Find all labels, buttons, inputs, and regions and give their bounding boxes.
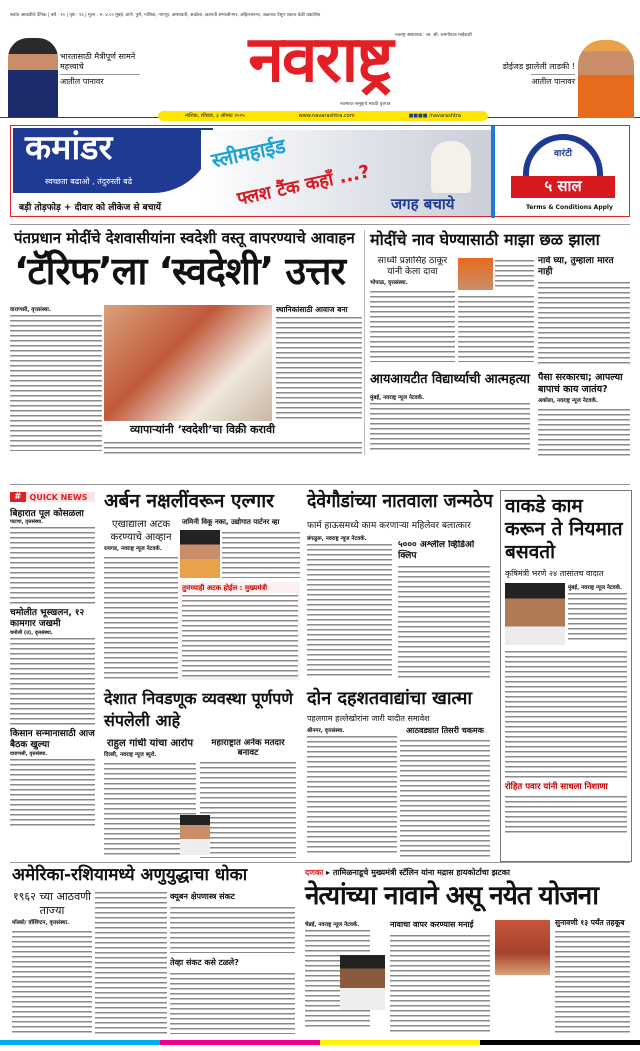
pragya-photo	[458, 258, 493, 290]
lead-kicker: पंतप्रधान मोदींचे देशवासीयांना स्वदेशी वस्तू वापरण्याचे आवाहन	[14, 229, 355, 247]
terror-side	[400, 726, 490, 858]
pragya-left	[370, 256, 455, 362]
warranty-badge: वारंटी	[523, 134, 603, 196]
social-icons: ■■■■	[408, 113, 430, 119]
quick-news-title[interactable]: बिहारात पूल कोसळला	[10, 509, 84, 519]
stalin-strap: दणका ▸ तामिळनाडूचे मुख्यमंत्री स्टॅलिन यांना मद्रास हायकोर्टाचा झटका	[305, 868, 510, 877]
terror-body	[307, 726, 397, 858]
urban-headline[interactable]: अर्बन नक्षलींवरून एल्गार	[104, 490, 274, 512]
date-bar	[158, 111, 488, 121]
raj-thackeray-photo	[180, 530, 220, 578]
iit-body: मुंबई, नवराष्ट्र न्यूज नेटवर्क.	[370, 393, 530, 455]
election-side	[200, 738, 296, 858]
pragya-side-head: नावे घ्या, तुम्हाला मारत नाही	[538, 256, 614, 277]
pragya-headline[interactable]: मोदींचे नाव घेण्यासाठी माझा छळ झाला	[370, 230, 600, 249]
deve-headline[interactable]: देवेगौडांच्या नातवाला जन्मठेप	[307, 490, 493, 512]
woman-photo	[578, 40, 634, 118]
quick-news-column	[10, 492, 95, 860]
bharne-photo	[505, 583, 565, 645]
terror-side-head: आठवड्यात तिसरी चकमक	[406, 726, 484, 735]
wakde-sub: कृषिमंत्री भरणे २४ तासांतच वादात	[505, 569, 604, 578]
us-russia-headline[interactable]: अमेरिका-रशियामध्ये अणुयुद्धाचा धोका	[12, 865, 248, 885]
terror-sub: पहलगाम हल्लेखोरांना जारी यादीत समावेश	[307, 714, 430, 723]
paisa-dateline: अकोला, नवराष्ट्र न्यूज नेटवर्क.	[538, 398, 598, 404]
ad-brand-tagline: स्वच्छता बढाओ , तंदुरुस्ती बढे	[45, 177, 133, 186]
pragya-dateline: भोपाळ, वृत्तसंस्था.	[370, 280, 408, 286]
urban-side-head: जमिनी विकू नका, उद्योगात पार्टनर व्हा	[182, 518, 280, 526]
election-sub: राहुल गांधी यांचा आरोप	[106, 738, 194, 749]
urban-sub: एखाद्याला अटक करण्याचे आव्हान	[110, 519, 172, 543]
hash-icon: #	[10, 492, 26, 502]
left-teaser-link[interactable]: आतील पानावर	[60, 74, 140, 87]
social-handle[interactable]: ■■■■ /navarashtra	[408, 113, 461, 119]
commander-ad[interactable]	[10, 125, 630, 217]
right-teaser-link[interactable]: आतील पानावर	[531, 74, 575, 87]
founder-line: नवराष्ट्र संस्थापक : स्व. श्री. रामगोपाल माहेश्वरी	[395, 33, 472, 38]
lead-side: स्थानिकांसाठी आवाज बना	[276, 305, 362, 423]
deve-sub: फार्म हाऊसमध्ये काम करणाऱ्या महिलेवर बलात्कार	[307, 521, 471, 531]
footballer-photo	[8, 38, 58, 118]
lead-body: वाराणसी, वृत्तसंस्था.	[10, 305, 102, 453]
terror-dateline: श्रीनगर, वृत्तसंस्था.	[307, 728, 345, 734]
pragya-sub: साध्वी प्रज्ञासिंह ठाकूर यांनी केला दावा	[377, 256, 448, 277]
ad-cta: जगह बचाये	[391, 195, 455, 213]
right-teaser-title[interactable]: डोईजड झालेली लाडकी !	[502, 62, 575, 71]
ad-line2: फ्लश टैंक कहाँ ...?	[235, 161, 372, 210]
urban-box-head: तुमच्याही अटक होईल : मुख्यमंत्री	[182, 584, 268, 592]
quick-news-title[interactable]: किसान सन्मानासाठी आज बैठक खुल्या	[10, 729, 95, 750]
deve-side	[398, 540, 490, 680]
ad-brand: कमांडर	[25, 128, 113, 168]
stalin-side-head2: सुनावणी १३ पर्यंत तहकूब	[555, 918, 625, 927]
stalin-photo	[340, 955, 385, 1010]
quick-news-dateline: पाटणा, वृत्तसंस्था.	[10, 519, 44, 525]
wakde-side-head: रोहित पवार यांनी साधला निशाणा	[505, 782, 608, 792]
wakde-headline[interactable]: वाकडे काम करून ते नियमात बसवतो	[505, 495, 623, 563]
stalin-headline[interactable]: नेत्यांच्या नावाने असू नयेत योजना	[305, 881, 598, 911]
quick-news-title[interactable]: चमोलीत भूस्खलन, १२ कामगार जखमी	[10, 608, 85, 629]
quick-news-dateline: वाराणसी, वृत्तसंस्था.	[10, 751, 48, 757]
urban-box	[180, 582, 300, 680]
lead-headline[interactable]: ‘टॅरिफ’ला ‘स्वदेशी’ उत्तर	[14, 249, 346, 293]
terms-text: Terms & Conditions Apply	[526, 204, 613, 211]
us-russia-side-head2: तेव्हा संकट कसे टळले?	[170, 958, 239, 967]
paisa-headline[interactable]: पैसा सरकारचा; आपल्या बापाचं काय जातंय?	[538, 372, 623, 395]
iit-headline[interactable]: आयआयटीत विद्यार्थ्याची आत्महत्या	[370, 372, 530, 387]
election-side-head: महाराष्ट्रात अनेक मतदार बनावट	[211, 738, 285, 758]
quick-news-dateline: चमोली (उ), वृत्तसंस्था.	[10, 630, 53, 636]
us-russia-side-head1: क्यूबन क्षेपणास्त्र संकट	[170, 892, 235, 901]
stalin-side2	[555, 918, 630, 1034]
wakde-box	[500, 490, 632, 862]
website-link[interactable]: www.navarashtra.com	[298, 113, 355, 119]
us-russia-left	[12, 890, 92, 1034]
rahul-photo	[180, 815, 210, 855]
stalin-side-head1: नावाचा वापर करण्यास मनाई	[390, 920, 474, 929]
modi-photo	[104, 305, 272, 421]
top-strip: सर्वात आघाडीचे दैनिक | वर्ष : १० | पृष्ठ : १६ | मूल्य : रु. ४.०० मुंबई, ठाणे, पुणे, नाशिक, नागपूर, अमरावती, अकोला, छत्रपती संभाजीनगर, अहिल्यानगर, जळगाव येथून एकाच वेळी प्रकाशित	[10, 13, 321, 18]
right-teaser	[500, 62, 575, 87]
wakde-dateline: मुंबई, नवराष्ट्र न्यूज नेटवर्क.	[568, 585, 623, 591]
election-headline[interactable]: देशात निवडणूक व्यवस्था पूर्णपणे संपलेली आहे	[104, 689, 293, 730]
left-teaser	[60, 52, 140, 87]
deve-body: बंगळुरू, नवराष्ट्र न्यूज नेटवर्क.	[307, 534, 392, 680]
paisa-story	[538, 372, 630, 456]
color-registration-bar	[0, 1040, 640, 1045]
stalin-dateline: चेन्नई, नवराष्ट्र न्यूज नेटवर्क.	[305, 922, 360, 928]
terror-headline[interactable]: दोन दहशतवाद्यांचा खात्मा	[307, 688, 472, 709]
left-teaser-title[interactable]: भारतासाठी मैत्रीपूर्ण सामने महत्त्वाचे	[60, 52, 136, 71]
quick-news-label: QUICK NEWS	[29, 492, 88, 502]
pragya-side	[538, 256, 630, 364]
high-court-photo	[495, 920, 550, 975]
ad-line1: स्लीमहाईड	[209, 133, 288, 173]
child-photo	[431, 141, 471, 193]
issue-date: नाशिक, रविवार, ३ ऑगस्ट २०२५	[184, 113, 245, 119]
ad-bottom-line: बड़ी तोड़फोड़ + दीवार को लीकेज से बचायें	[19, 203, 162, 213]
lead-sub: व्यापाऱ्यांनी ‘स्वदेशी’चा विक्री करावी	[130, 423, 275, 436]
tagline: नवभारत समूहाचे मराठी वृत्तपत्र	[340, 102, 391, 107]
newspaper-logo: नवराष्ट्र	[248, 23, 392, 97]
stalin-label: दणका	[305, 868, 324, 877]
urban-left	[104, 518, 178, 680]
us-russia-sub: १९६२ च्या आठवणी ताज्या	[12, 890, 91, 917]
warranty-label: ५ साल	[511, 176, 615, 198]
election-dateline: दिल्ली, नवराष्ट्र न्यूज ब्युरो.	[104, 752, 157, 758]
urban-dateline: रायगड, नवराष्ट्र न्यूज नेटवर्क.	[104, 546, 162, 552]
us-russia-dateline: मॉस्को/ वॉशिंग्टन, वृत्तसंस्था.	[12, 920, 70, 926]
deve-side-head: ५००० अश्लील व्हिडिओ क्लिप	[398, 540, 475, 561]
